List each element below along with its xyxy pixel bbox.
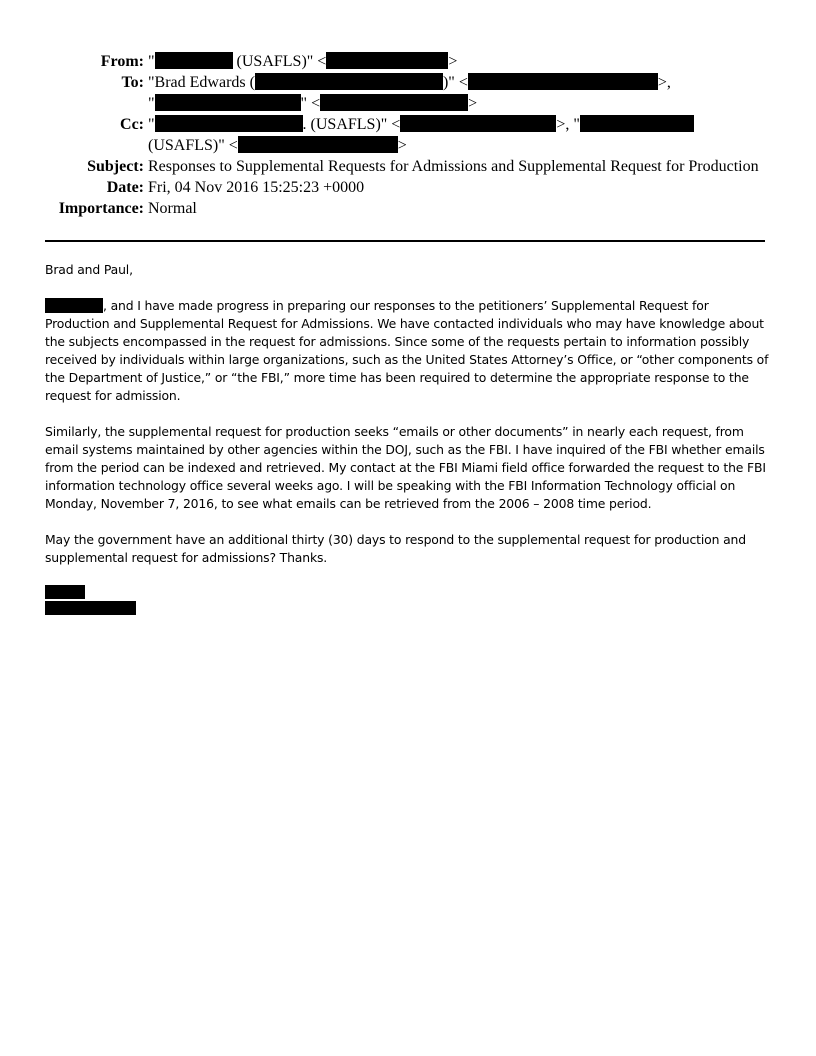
from-value <box>148 53 457 70</box>
cc-label: Cc: <box>120 116 144 133</box>
header-divider <box>45 240 765 242</box>
date-row <box>0 178 816 198</box>
redaction-box <box>155 115 303 132</box>
paragraph-3: May the government have an additional thirty (30) days to respond to the supplemental request for production and supplemental request for admissions? Thanks. <box>45 532 746 565</box>
to2-end: > <box>468 95 478 112</box>
importance-label: Importance: <box>58 200 144 217</box>
redaction-box <box>155 52 233 69</box>
cc-value <box>148 116 694 133</box>
signature-block <box>45 585 773 615</box>
paragraph-1-text: , and I have made progress in preparing our responses to the petitioners’ Supplemental Request for Production and Supplemental Request for Admissions. We have contacted individuals who may have knowledge about the subjects encompassed in the request for admissions. Since some of the requests pertain to information possibly received by individuals within large organizations, such as the United States Attorney’s Office, or “other components of the Department of Justice,” or “the FBI,” more time has been required to determine the appropriate response to the request for admission. <box>45 298 769 403</box>
to-value <box>148 74 671 91</box>
importance-value: Normal <box>148 200 197 217</box>
redaction-box <box>45 601 136 615</box>
from-label: From: <box>100 53 144 70</box>
redaction-box <box>468 73 658 90</box>
date-label: Date: <box>106 179 144 196</box>
cc-mid: >, " <box>556 116 580 133</box>
from-quote: " <box>148 53 155 70</box>
paragraph-2: Similarly, the supplemental request for production seeks “emails or other documents” in nearly each request, from email systems maintained by other agencies within the DOJ, such as the FBI. I have inquired of the FBI whether emails from the period can be indexed and retrieved. My contact at the FBI Miami field office forwarded the request to the FBI information technology office several weeks ago. I will be speaking with the FBI Information Technology official on Monday, November 7, 2016, to see what emails can be retrieved from the 2006 – 2008 time period. <box>45 424 766 511</box>
from-end: > <box>448 53 458 70</box>
redaction-box <box>45 585 85 599</box>
cc2-end: > <box>397 137 407 154</box>
redaction-box <box>580 115 694 132</box>
to2-mid: " < <box>300 95 321 112</box>
cc2-org: (USAFLS)" < <box>148 137 238 154</box>
to-value-2 <box>148 95 477 112</box>
to-mid: )" < <box>442 74 468 91</box>
importance-row <box>0 199 816 219</box>
to-name: "Brad Edwards ( <box>148 74 255 91</box>
email-body <box>45 261 773 617</box>
redaction-box <box>45 298 103 313</box>
cc-row-2 <box>0 136 816 156</box>
cc-org: . (USAFLS)" < <box>302 116 401 133</box>
cc-value-2 <box>148 137 407 154</box>
subject-value: Responses to Supplemental Requests for Admissions and Supplemental Request for Production <box>148 158 759 175</box>
cc-row <box>0 115 816 135</box>
subject-row <box>0 157 816 177</box>
greeting: Brad and Paul, <box>45 262 133 277</box>
from-org: (USAFLS)" < <box>232 53 327 70</box>
redaction-box <box>155 94 301 111</box>
redaction-box <box>400 115 556 132</box>
redaction-box <box>255 73 443 90</box>
to-row-2 <box>0 94 816 114</box>
redaction-box <box>326 52 448 69</box>
to-end: >, <box>657 74 671 91</box>
redaction-box <box>238 136 398 153</box>
date-value: Fri, 04 Nov 2016 15:25:23 +0000 <box>148 179 365 196</box>
cc-quote: " <box>148 116 155 133</box>
redaction-box <box>320 94 468 111</box>
to-row <box>0 73 816 93</box>
from-row <box>0 52 816 72</box>
paragraph-1 <box>45 297 773 405</box>
email-header <box>0 52 816 220</box>
subject-label: Subject: <box>87 158 144 175</box>
to-label: To: <box>121 74 144 91</box>
to2-quote: " <box>148 95 155 112</box>
